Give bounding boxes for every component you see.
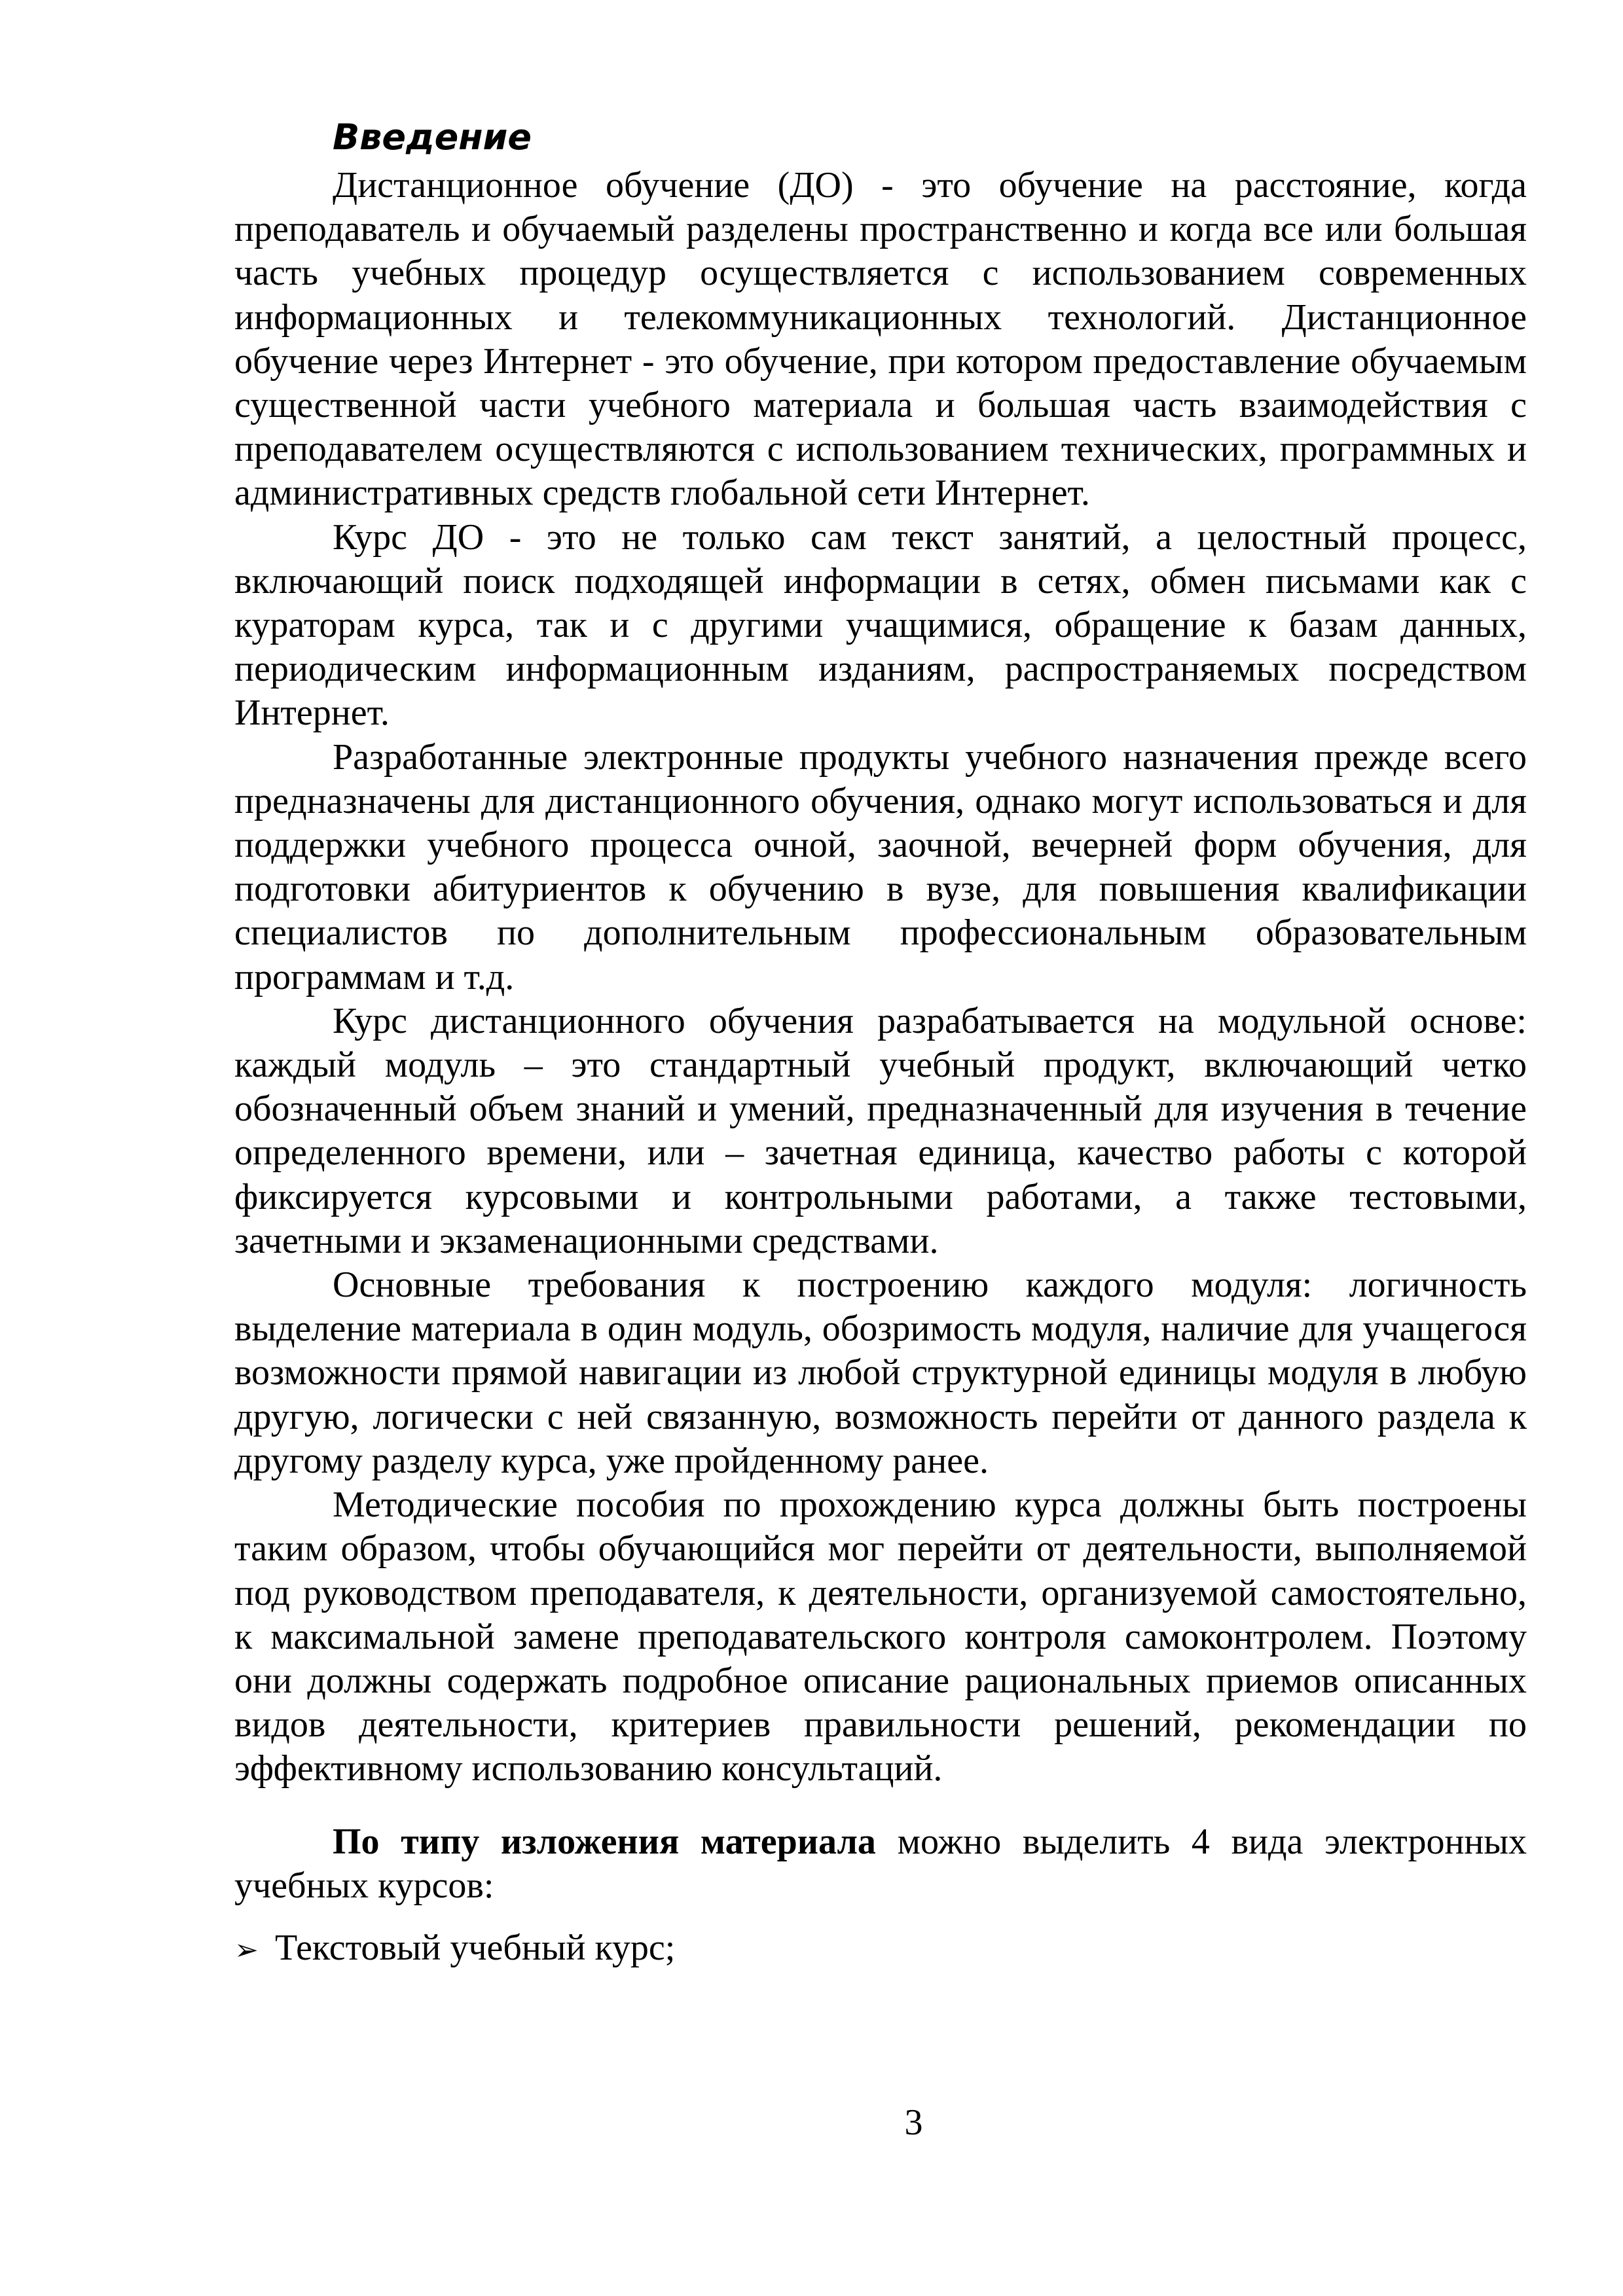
paragraph-1: Дистанционное обучение (ДО) - это обучение на расстояние, когда преподаватель и обучаемый разделены пространственно и когда все или большая часть учебных процедур осуществляется с использованием современных информационных и телекоммуникационных технологий. Дистанционное обучение через Интернет - это обучение, при котором предоставление обучаемым существенной части учебного материала и большая часть взаимодействия с преподавателем осуществляются с использованием технических, программных и административных средств глобальной сети Интернет. — [234, 165, 1527, 514]
paragraph-3: Разработанные электронные продукты учебного назначения прежде всего предназначены для дистанционного обучения, однако могут использоваться и для поддержки учебного процесса очной, заочной, вечерней форм обучения, для подготовки абитуриентов к обучению в вузе, для повышения квалификации специалистов по дополнительным профессиональным образовательным программам и т.д. — [234, 736, 1527, 997]
arrowhead-bullet-icon: ➢ — [234, 1933, 259, 1967]
lead-paragraph — [234, 1820, 1527, 1908]
list-item-text: Текстовый учебный курс; — [275, 1927, 676, 1968]
paragraph-6: Методические пособия по прохождению курса должны быть построены таким образом, чтобы обучающийся мог перейти от деятельности, выполняемой под руководством преподавателя, к деятельности, организуемой самостоятельно, к максимальной замене преподавательского контроля самоконтролем. Поэтому они должны содержать подробное описание рациональных приемов описанных видов деятельности, критериев правильности решений, рекомендации по эффективному использованию консультаций. — [234, 1484, 1527, 1789]
document-page — [234, 111, 1527, 1972]
section-heading: Введение — [333, 117, 532, 158]
paragraph-2: Курс ДО - это не только сам текст занятий, а целостный процесс, включающий поиск подходящей информации в сетях, обмен письмами как с кураторам курса, так и с другими учащимися, обращение к базам данных, периодическим информационным изданиям, распространяемых посредством Интернет. — [234, 516, 1527, 734]
paragraph-5: Основные требования к построению каждого модуля: логичность выделение материала в один модуль, обозримость модуля, наличие для учащегося возможности прямой навигации из любой структурной единицы модуля в любую другую, логически с ней связанную, возможность перейти от данного раздела к другому разделу курса, уже пройденному ранее. — [234, 1265, 1527, 1481]
paragraph-4: Курс дистанционного обучения разрабатывается на модульной основе: каждый модуль – это стандартный учебный продукт, включающий четко обозначенный объем знаний и умений, предназначенный для изучения в течение определенного времени, или – зачетная единица, качество работы с которой фиксируется курсовыми и контрольными работами, а также тестовыми, зачетными и экзаменационными средствами. — [234, 1000, 1527, 1261]
lead-paragraph-rest: можно выделить 4 вида электронных учебных курсов: — [234, 1821, 1527, 1906]
page-number: 3 — [904, 2102, 923, 2143]
lead-paragraph-bold: По типу изложения материала — [333, 1821, 876, 1862]
list-item — [234, 1926, 1527, 1972]
